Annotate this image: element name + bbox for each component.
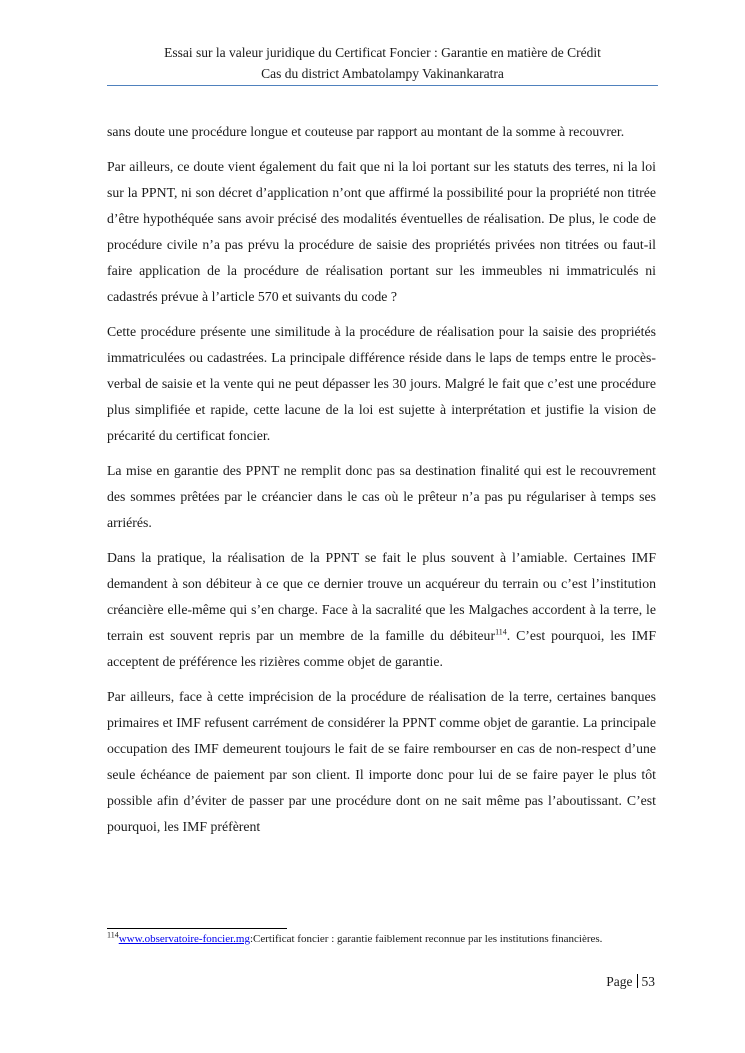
footnote-reference[interactable]: 114 [495, 627, 507, 637]
paragraph: sans doute une procédure longue et couteuse par rapport au montant de la somme à recouvrer. [107, 124, 625, 139]
header-title: Essai sur la valeur juridique du Certificat Foncier : Garantie en matière de Crédit [164, 45, 601, 60]
page-number [606, 974, 655, 990]
paragraph: La mise en garantie des PPNT ne remplit donc pas sa destination finalité qui est le recouvrement des sommes prêtées par le créancier dans le cas où le prêteur n’a pas pu régulariser à temps ses arriérés. [107, 463, 656, 530]
paragraph: Cette procédure présente une similitude à la procédure de réalisation pour la saisie des propriétés immatriculées ou cadastrées. La principale différence réside dans le laps de temps entre le procès-verbal de saisie et la vente qui ne peut dépasser les 30 jours. Malgré le fait que c’est une procédure plus simplifiée et rapide, cette lacune de la loi est sujette à interprétation et justifie la vision de précarité du certificat foncier. [107, 324, 656, 443]
footnote-text: :Certificat foncier : garantie faiblement reconnue par les institutions financières. [249, 933, 603, 945]
header-subtitle: Cas du district Ambatolampy Vakinankaratra [261, 66, 504, 81]
footnote-number: 114 [107, 930, 119, 940]
document-body [107, 119, 656, 849]
page-number-value: 53 [641, 974, 655, 989]
paragraph-text: . C’est pourquoi, les IMF acceptent de préférence les rizières comme objet de garantie. [107, 628, 657, 669]
paragraph-with-footnote [107, 545, 656, 675]
footnote-link[interactable]: www.observatoire-foncier.mg [118, 933, 250, 945]
paragraph-text: Dans la pratique, la réalisation de la PPNT se fait le plus souvent à l’amiable. Certaines IMF demandent à son débiteur à ce que ce dernier trouve un acquéreur du terrain ou c’est l’institution créancière elle-même qui s’en charge. Face à la sacralité que les Malgaches accordent à la terre, le terrain est souvent repris par un membre de la famille du débiteur [107, 550, 656, 643]
header-rule [107, 85, 658, 86]
paragraph: Par ailleurs, ce doute vient également du fait que ni la loi portant sur les statuts des terres, ni la loi sur la PPNT, ni son décret d’application n’ont que affirmé la possibilité pour la propriété non titrée d’être hypothéquée sans avoir précisé des modalités éventuelles de réalisation. De plus, le code de procédure civile n’a pas prévu la procédure de saisie des propriétés privées non titrées ou faut-il faire application de la procédure de réalisation portant sur les immeubles ni immatriculés ni cadastrés prévue à l’article 570 et suivants du code ? [107, 159, 656, 304]
page-header [107, 42, 658, 84]
footnote [107, 932, 656, 947]
page-separator [637, 974, 638, 988]
paragraph: Par ailleurs, face à cette imprécision de la procédure de réalisation de la terre, certaines banques primaires et IMF refusent carrément de considérer la PPNT comme objet de garantie. La principale occupation des IMF demeurent toujours le fait de se faire rembourser en cas de non-respect d’une seule échéance de paiement par son client. Il importe donc pour lui de se faire payer le plus tôt possible afin d’éviter de passer par une procédure dont on ne sait même pas l’aboutissant. C’est pourquoi, les IMF préfèrent [107, 689, 656, 834]
footnote-rule [107, 928, 287, 929]
page-label: Page [606, 974, 633, 989]
